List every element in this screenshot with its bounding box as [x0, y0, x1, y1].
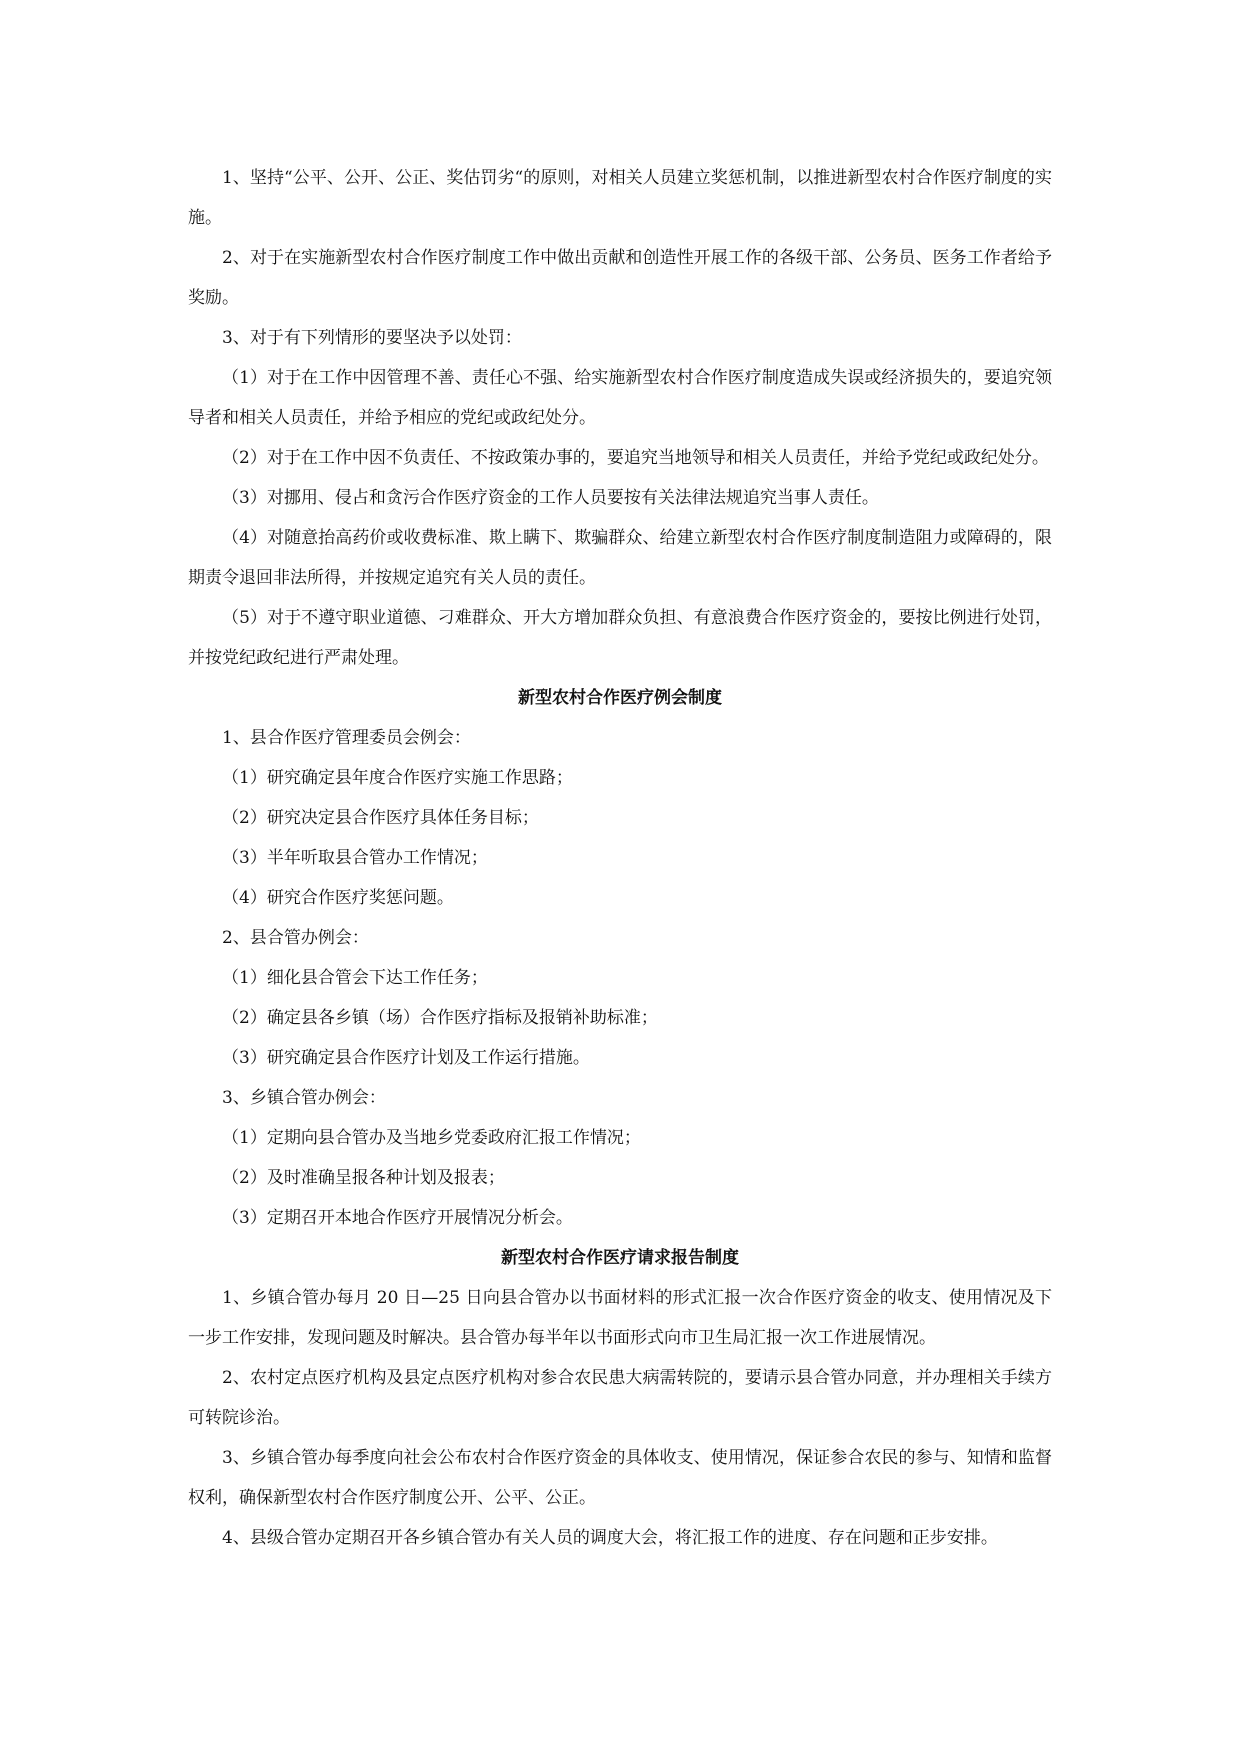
paragraph: （1）对于在工作中因管理不善、责任心不强、给实施新型农村合作医疗制度造成失误或经济损失的，要追究领导者和相关人员责任，并给予相应的党纪或政纪处分。 [188, 368, 1052, 428]
list-item: 2、县合管办例会： [222, 928, 369, 948]
list-item: （4）研究合作医疗奖惩问题。 [222, 888, 454, 908]
paragraph: （3）对挪用、侵占和贪污合作医疗资金的工作人员要按有关法律法规追究当事人责任。 [222, 488, 879, 508]
list-item: 3、乡镇合管办例会： [222, 1088, 386, 1108]
section-title: 新型农村合作医疗例会制度 [518, 688, 722, 708]
list-item: （2）确定县各乡镇（场）合作医疗指标及报销补助标准； [222, 1008, 658, 1028]
list-item: （1）定期向县合管办及当地乡党委政府汇报工作情况； [222, 1128, 641, 1148]
paragraph: 2、对于在实施新型农村合作医疗制度工作中做出贡献和创造性开展工作的各级干部、公务员、医务工作者给予奖励。 [188, 248, 1052, 308]
list-item: （1）细化县合管会下达工作任务； [222, 968, 488, 988]
paragraph: （2）对于在工作中因不负责任、不按政策办事的，要追究当地领导和相关人员责任，并给予党纪或政纪处分。 [222, 448, 1049, 468]
paragraph: 3、乡镇合管办每季度向社会公布农村合作医疗资金的具体收支、使用情况，保证参合农民的参与、知情和监督权利，确保新型农村合作医疗制度公开、公平、公正。 [188, 1448, 1052, 1508]
paragraph: （5）对于不遵守职业道德、刁难群众、开大方增加群众负担、有意浪费合作医疗资金的，要按比例进行处罚，并按党纪政纪进行严肃处理。 [188, 608, 1052, 668]
list-item: （3）定期召开本地合作医疗开展情况分析会。 [222, 1208, 573, 1228]
paragraph: 1、坚持“公平、公开、公正、奖估罚劣“的原则，对相关人员建立奖惩机制，以推进新型农村合作医疗制度的实施。 [188, 168, 1052, 228]
list-item: （1）研究确定县年度合作医疗实施工作思路； [222, 768, 573, 788]
list-item: （2）研究决定县合作医疗具体任务目标； [222, 808, 539, 828]
section-title: 新型农村合作医疗请求报告制度 [501, 1248, 739, 1268]
paragraph: （4）对随意抬高药价或收费标准、欺上瞒下、欺骗群众、给建立新型农村合作医疗制度制造阻力或障碍的，限期责令退回非法所得，并按规定追究有关人员的责任。 [188, 528, 1052, 588]
reporting-system-section [188, 1238, 1052, 1558]
list-item: 1、县合作医疗管理委员会例会： [222, 728, 471, 748]
paragraph: 4、县级合管办定期召开各乡镇合管办有关人员的调度大会，将汇报工作的进度、存在问题和正步安排。 [222, 1528, 998, 1548]
list-item: （3）半年听取县合管办工作情况； [222, 848, 488, 868]
document-page [188, 158, 1052, 1558]
list-item: （3）研究确定县合作医疗计划及工作运行措施。 [222, 1048, 590, 1068]
paragraph: 2、农村定点医疗机构及县定点医疗机构对参合农民患大病需转院的，要请示县合管办同意，并办理相关手续方可转院诊治。 [188, 1368, 1052, 1428]
meeting-system-section [188, 678, 1052, 1238]
paragraph: 3、对于有下列情形的要坚决予以处罚： [222, 328, 522, 348]
rewards-penalties-section [188, 158, 1052, 678]
paragraph: 1、乡镇合管办每月 20 日—25 日向县合管办以书面材料的形式汇报一次合作医疗资金的收支、使用情况及下一步工作安排，发现问题及时解决。县合管办每半年以书面形式向市卫生局汇报一次工作进展情况。 [188, 1288, 1052, 1348]
list-item: （2）及时准确呈报各种计划及报表； [222, 1168, 505, 1188]
